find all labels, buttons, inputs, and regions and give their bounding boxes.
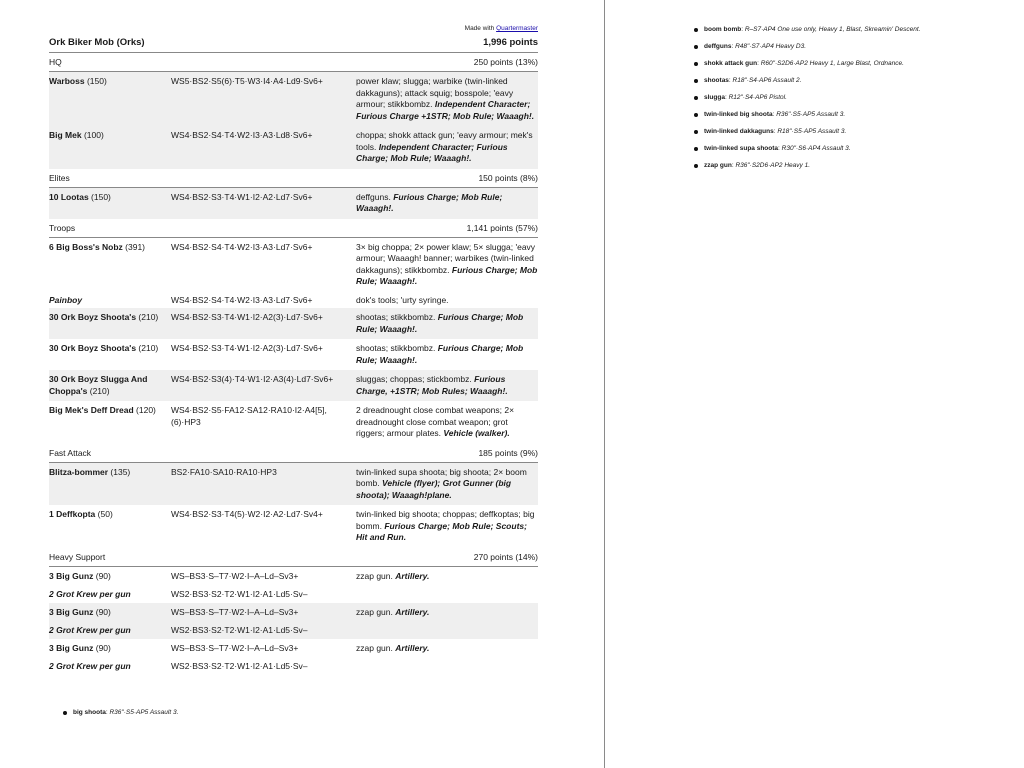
unit-special-rules: Independent Character; Furious Charge +1STR; Mob Rule; Waaagh!.	[356, 99, 535, 121]
unit-name: 3 Big Gunz	[49, 642, 94, 653]
unit-name-cell	[49, 589, 171, 601]
section-header	[49, 53, 538, 72]
weapon-stats: R60"·S2D6·AP2 Heavy 1, Large Blast, Ordnance.	[760, 60, 904, 67]
army-title: Ork Biker Mob (Orks)	[49, 37, 145, 48]
unit-cost: (391)	[122, 241, 146, 252]
unit-wargear-text: choppa; shokk attack gun; 'eavy armour; mek's tools.	[356, 130, 533, 152]
unit-name: 30 Ork Boyz Shoota's	[49, 343, 137, 353]
unit-name: 30 Ork Boyz Shoota's	[49, 312, 137, 322]
unit-wargear	[356, 192, 538, 215]
unit-wargear	[356, 625, 538, 637]
unit-name: 2 Grot Krew per gun	[49, 625, 131, 635]
unit-special-rules: Independent Character; Furious Charge; Mob Rule; Waaagh!.	[356, 141, 508, 163]
unit-row	[49, 370, 538, 401]
quartermaster-link[interactable]: Quartermaster	[496, 25, 538, 32]
unit-name-cell	[49, 607, 171, 619]
weapon-profile-item: deffguns: R48"·S7·AP4 Heavy D3.	[694, 43, 994, 51]
unit-wargear-text: dok's tools; 'urty syringe.	[356, 294, 449, 305]
unit-wargear	[356, 571, 538, 583]
section-name: Elites	[49, 172, 70, 183]
weapon-profile-item: twin-linked supa shoota: R30"·S6·AP4 Assault 3.	[694, 145, 994, 153]
weapon-name: shokk attack gun	[704, 60, 758, 67]
unit-name-cell	[49, 625, 171, 637]
unit-row	[49, 188, 538, 219]
unit-cost: (210)	[136, 312, 159, 322]
weapon-name: shootas	[704, 77, 729, 84]
unit-wargear	[356, 589, 538, 601]
unit-name-cell	[49, 509, 171, 544]
weapon-stats: R36"·S2D6·AP2 Heavy 1.	[735, 162, 811, 169]
unit-name-cell	[49, 343, 171, 366]
weapon-profile-item: slugga: R12"·S4·AP6 Pistol.	[694, 94, 994, 102]
weapon-name: deffguns	[704, 43, 732, 50]
unit-wargear	[356, 312, 538, 335]
unit-name-cell	[49, 643, 171, 655]
section-name: Heavy Support	[49, 551, 106, 562]
unit-row	[49, 463, 538, 506]
unit-name: 2 Grot Krew per gun	[49, 589, 131, 599]
unit-special-rules: Furious Charge, +1STR; Mob Rules; Waaagh!.	[356, 374, 508, 396]
unit-name-cell	[49, 295, 171, 307]
unit-special-rules: Vehicle (walker).	[443, 428, 510, 438]
weapon-name: twin-linked big shoota	[704, 111, 773, 118]
unit-name-cell	[49, 242, 171, 288]
unit-stats: WS5·BS2·S5(6)·T5·W3·I4·A4·Ld9·Sv6+	[171, 76, 323, 86]
unit-special-rules: Vehicle (flyer); Grot Gunner (big shoota); Waaagh!plane.	[356, 478, 512, 500]
unit-wargear	[356, 661, 538, 673]
unit-cost: (120)	[133, 405, 156, 415]
unit-row	[49, 72, 538, 126]
weapon-profile-item: boom bomb: R–S7·AP4 One use only, Heavy 1, Blast, Skreamin' Descent.	[694, 26, 994, 34]
unit-wargear	[356, 467, 538, 502]
weapon-name: twin-linked dakkaguns	[704, 128, 774, 135]
section-name: Fast Attack	[49, 447, 92, 458]
unit-wargear-text: deffguns.	[356, 191, 394, 202]
unit-name: Painboy	[49, 294, 83, 305]
unit-wargear-text: twin-linked supa shoota; big shoota; 2× boom bomb.	[356, 466, 527, 488]
page-divider	[604, 0, 605, 768]
unit-row	[49, 292, 538, 309]
section-points: 1,141 points (57%)	[466, 222, 538, 233]
unit-wargear	[356, 76, 538, 122]
unit-name-cell	[49, 374, 171, 397]
unit-special-rules: Furious Charge; Mob Rule; Waaagh!.	[356, 264, 538, 286]
unit-name-cell	[49, 192, 171, 215]
unit-row	[49, 308, 538, 339]
weapon-stats: R36"·S5·AP5 Assault 3.	[776, 111, 846, 118]
weapon-profiles-right	[694, 26, 994, 179]
unit-wargear	[356, 295, 538, 307]
unit-name: 3 Big Gunz	[49, 570, 94, 581]
weapon-stats: R30"·S6·AP4 Assault 3.	[781, 145, 851, 152]
unit-name: 10 Lootas	[49, 191, 89, 202]
weapon-name: twin-linked supa shoota	[704, 145, 779, 152]
unit-stats: WS–BS3·S–T7·W2·I–A–Ld–Sv3+	[171, 606, 299, 617]
unit-stats: WS4·BS2·S3·T4·W1·I2·A2(3)·Ld7·Sv6+	[171, 312, 323, 322]
unit-stats: WS4·BS2·S4·T4·W2·I3·A3·Ld7·Sv6+	[171, 241, 313, 252]
unit-wargear-text: shootas; stikkbombz.	[356, 343, 438, 353]
unit-stats: WS4·BS2·S5·FA12·SA12·RA10·I2·A4[5], (6)·HP3	[171, 405, 327, 427]
weapon-profiles-left	[63, 709, 543, 717]
unit-stats: BS2·FA10·SA10·RA10·HP3	[171, 466, 277, 477]
unit-special-rules: Furious Charge; Mob Rule; Waaagh!.	[356, 191, 503, 213]
unit-stats: WS–BS3·S–T7·W2·I–A–Ld–Sv3+	[171, 570, 299, 581]
unit-cost: (135)	[108, 466, 131, 477]
unit-stats: WS2·BS3·S2·T2·W1·I2·A1·Ld5·Sv–	[171, 589, 308, 599]
section-header	[49, 444, 538, 463]
unit-row	[49, 586, 538, 603]
unit-name: 1 Deffkopta	[49, 509, 96, 519]
unit-name-cell	[49, 76, 171, 122]
section-name: HQ	[49, 57, 62, 67]
unit-wargear	[356, 405, 538, 440]
unit-cost: (150)	[84, 76, 107, 86]
unit-name: Blitza-bommer	[49, 466, 109, 477]
unit-wargear-text: power klaw; slugga; warbike (twin-linked dakkaguns); attack squig; bosspole; 'eavy armour; stikkbombz.	[356, 76, 514, 109]
unit-wargear	[356, 343, 538, 366]
unit-wargear	[356, 509, 538, 544]
unit-row	[49, 567, 538, 587]
unit-name: Big Mek's Deff Dread	[49, 405, 134, 415]
unit-wargear-text: sluggas; choppas; stickbombz.	[356, 374, 475, 384]
unit-cost: (90)	[93, 642, 111, 653]
section-name: Troops	[49, 222, 76, 233]
weapon-stats: R–S7·AP4 One use only, Heavy 1, Blast, Skreamin' Descent.	[744, 26, 921, 33]
weapon-profile-item: shokk attack gun: R60"·S2D6·AP2 Heavy 1, Large Blast, Ordnance.	[694, 60, 994, 68]
unit-wargear-text: zzap gun.	[356, 570, 396, 581]
unit-row	[49, 238, 538, 292]
unit-stats: WS4·BS2·S4·T4·W2·I3·A3·Ld7·Sv6+	[171, 294, 313, 305]
section-points: 250 points (13%)	[473, 57, 538, 67]
section-header	[49, 169, 538, 188]
weapon-stats: R18"·S4·AP6 Assault 2.	[732, 77, 802, 84]
weapon-name: zzap gun	[704, 162, 732, 169]
unit-wargear-text: shootas; stikkbombz.	[356, 312, 438, 322]
unit-special-rules: Furious Charge; Mob Rule; Waaagh!.	[356, 343, 524, 365]
unit-name: Big Mek	[49, 130, 82, 140]
army-total-points: 1,996 points	[483, 37, 538, 48]
weapon-profile-item: twin-linked dakkaguns: R18"·S5·AP5 Assault 3.	[694, 128, 994, 136]
unit-name: 30 Ork Boyz Slugga And Choppa's	[49, 374, 148, 396]
unit-cost: (210)	[136, 343, 159, 353]
unit-stats: WS–BS3·S–T7·W2·I–A–Ld–Sv3+	[171, 642, 299, 653]
unit-wargear	[356, 242, 538, 288]
unit-stats: WS4·BS2·S3·T4(5)·W2·I2·A2·Ld7·Sv4+	[171, 509, 323, 519]
unit-cost: (50)	[95, 509, 113, 519]
army-title-row	[49, 34, 538, 53]
unit-cost: (150)	[88, 191, 111, 202]
weapon-profile-item: twin-linked big shoota: R36"·S5·AP5 Assault 3.	[694, 111, 994, 119]
unit-wargear-text: twin-linked big shoota; choppas; deffkoptas; big bomm.	[356, 509, 535, 531]
unit-wargear-text: 3× big choppa; 2× power klaw; 5× slugga; 'eavy armour; Waaagh! banner; warbikes (twin-linked dakkaguns); stikkbombz.	[356, 241, 536, 275]
unit-name-cell	[49, 661, 171, 673]
unit-name-cell	[49, 571, 171, 583]
unit-row	[49, 126, 538, 169]
unit-stats: WS4·BS2·S3(4)·T4·W1·I2·A3(4)·Ld7·Sv6+	[171, 374, 334, 384]
unit-row	[49, 505, 538, 548]
weapon-stats: R12"·S4·AP6 Pistol.	[728, 94, 787, 101]
army-sections	[49, 53, 538, 675]
weapon-profile-item: zzap gun: R36"·S2D6·AP2 Heavy 1.	[694, 162, 994, 170]
weapon-name: big shoota	[73, 709, 106, 716]
weapon-stats: R18"·S5·AP5 Assault 3.	[777, 128, 847, 135]
unit-special-rules: Furious Charge; Mob Rule; Scouts; Hit and Run.	[356, 520, 527, 542]
section-header	[49, 219, 538, 238]
unit-wargear	[356, 607, 538, 619]
unit-row	[49, 622, 538, 639]
weapon-name: boom bomb	[704, 26, 742, 33]
section-points: 270 points (14%)	[473, 551, 538, 562]
unit-name-cell	[49, 312, 171, 335]
unit-name-cell	[49, 130, 171, 165]
unit-wargear	[356, 374, 538, 397]
weapon-profile-item: shootas: R18"·S4·AP6 Assault 2.	[694, 77, 994, 85]
unit-wargear	[356, 130, 538, 165]
army-list-page	[49, 24, 538, 675]
unit-cost: (100)	[81, 130, 104, 140]
unit-stats: WS2·BS3·S2·T2·W1·I2·A1·Ld5·Sv–	[171, 661, 308, 671]
section-points: 150 points (8%)	[478, 172, 538, 183]
unit-stats: WS4·BS2·S3·T4·W1·I2·A2(3)·Ld7·Sv6+	[171, 343, 323, 353]
unit-wargear	[356, 643, 538, 655]
section-header	[49, 548, 538, 567]
unit-name: 6 Big Boss's Nobz	[49, 241, 123, 252]
unit-cost: (210)	[87, 385, 110, 396]
unit-wargear-text: zzap gun.	[356, 606, 396, 617]
unit-stats: WS2·BS3·S2·T2·W1·I2·A1·Ld5·Sv–	[171, 625, 308, 635]
unit-name-cell	[49, 467, 171, 502]
unit-name-cell	[49, 405, 171, 440]
unit-special-rules: Artillery.	[395, 570, 430, 581]
unit-row	[49, 603, 538, 623]
unit-name: Warboss	[49, 76, 85, 86]
unit-stats: WS4·BS2·S4·T4·W2·I3·A3·Ld8·Sv6+	[171, 130, 313, 140]
made-with-credit: Made with Quartermaster	[464, 25, 538, 32]
unit-special-rules: Furious Charge; Mob Rule; Waaagh!.	[356, 312, 524, 334]
unit-name: 3 Big Gunz	[49, 606, 94, 617]
unit-special-rules: Artillery.	[395, 606, 430, 617]
unit-wargear-text: zzap gun.	[356, 642, 396, 653]
unit-cost: (90)	[93, 606, 111, 617]
unit-special-rules: Artillery.	[395, 642, 430, 653]
weapon-stats: R48"·S7·AP4 Heavy D3.	[735, 43, 807, 50]
unit-name: 2 Grot Krew per gun	[49, 661, 131, 671]
weapon-name: slugga	[704, 94, 725, 101]
section-points: 185 points (9%)	[478, 447, 538, 458]
unit-wargear-text: 2 dreadnought close combat weapons; 2× dreadnought close combat weapon; grot riggers; armour plates.	[356, 405, 515, 438]
unit-cost: (90)	[93, 570, 111, 581]
unit-row	[49, 639, 538, 659]
weapon-profile-item: big shoota: R36"·S5·AP5 Assault 3.	[63, 709, 543, 717]
unit-stats: WS4·BS2·S3·T4·W1·I2·A2·Ld7·Sv6+	[171, 191, 313, 202]
unit-row	[49, 339, 538, 370]
weapon-stats: R36"·S5·AP5 Assault 3.	[109, 709, 179, 716]
unit-row	[49, 401, 538, 444]
unit-row	[49, 658, 538, 675]
